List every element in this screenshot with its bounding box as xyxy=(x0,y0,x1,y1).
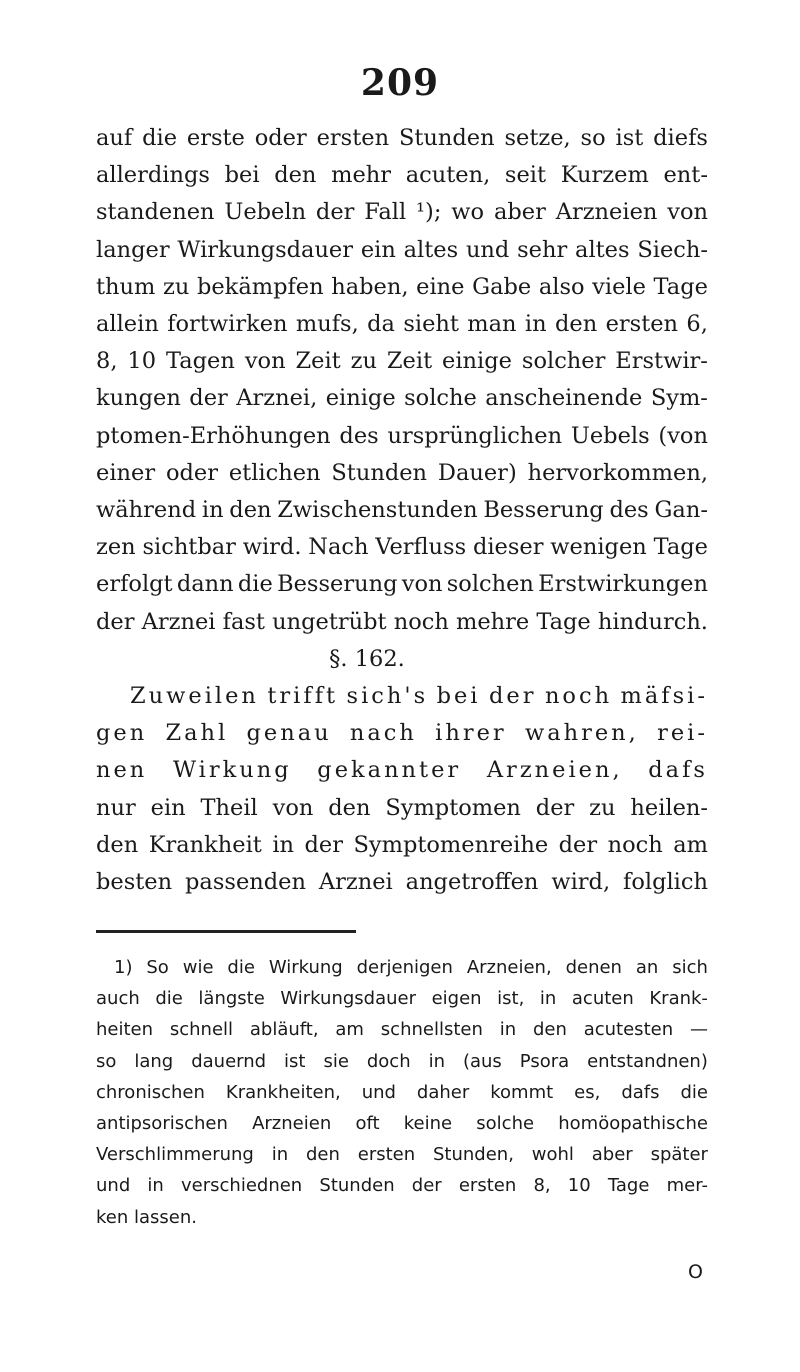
footnote-divider xyxy=(96,930,356,933)
text-line: gen Zahl genau nach ihrer wahren, rei- xyxy=(96,720,708,747)
text-line: allerdings bei den mehr acuten, seit Kurzem ent- xyxy=(96,162,708,189)
footnote-line: 1) So wie die Wirkung derjenigen Arzneien, denen an sich xyxy=(114,957,708,978)
footnote-line: auch die längste Wirkungsdauer eigen ist, in acuten Krank- xyxy=(96,988,708,1010)
text-line: nur ein Theil von den Symptomen der zu heilen- xyxy=(96,794,708,821)
text-line: ptomen-Erhöhungen des ursprünglichen Uebels (von xyxy=(96,422,708,449)
catchword: O xyxy=(688,1261,703,1283)
text-line: nen Wirkung gekannter Arzneien, dafs xyxy=(96,757,708,784)
text-line: standenen Uebeln der Fall ¹); wo aber Arzneien von xyxy=(96,199,708,226)
text-line: zen sichtbar wird. Nach Verfluss dieser wenigen Tage xyxy=(96,534,708,561)
text-line: kungen der Arznei, einige solche anscheinende Sym- xyxy=(96,385,708,412)
text-line: allein fortwirken mufs, da sieht man in den ersten 6, xyxy=(96,311,708,338)
text-line: einer oder etlichen Stunden Dauer) hervorkommen, xyxy=(96,459,708,486)
main-text xyxy=(96,120,708,901)
footnote-line: heiten schnell abläuft, am schnellsten in den acutesten — xyxy=(96,1019,708,1041)
footnote-line xyxy=(96,1202,708,1233)
footnote-line: Verschlimmerung in den ersten Stunden, wohl aber später xyxy=(96,1144,708,1166)
footnote xyxy=(96,952,708,1233)
text-line: der Arznei fast ungetrübt noch mehre Tage hindurch. xyxy=(96,608,708,635)
footnote-line: so lang dauernd ist sie doch in (aus Psora entstandnen) xyxy=(96,1050,708,1072)
footnote-line-content: ken lassen. xyxy=(96,1206,197,1228)
text-line: erfolgt dann die Besserung von solchen Erstwirkungen xyxy=(96,571,708,598)
text-line: thum zu bekämpfen haben, eine Gabe also viele Tage xyxy=(96,273,708,300)
text-line: besten passenden Arznei angetroffen wird, folglich xyxy=(96,869,708,896)
text-line: langer Wirkungsdauer ein altes und sehr altes Siech- xyxy=(96,236,708,263)
text-line: während in den Zwischenstunden Besserung des Gan- xyxy=(96,497,708,524)
text-line: 8, 10 Tagen von Zeit zu Zeit einige solcher Erstwir- xyxy=(96,348,708,375)
text-line: Zuweilen trifft sich's bei der noch mäfsi- xyxy=(130,683,708,710)
footnote-line: chronischen Krankheiten, und daher kommt es, dafs die xyxy=(96,1081,708,1103)
page-number: 209 xyxy=(360,62,440,104)
text-line: den Krankheit in der Symptomenreihe der noch am xyxy=(96,831,708,858)
text-line: auf die erste oder ersten Stunden setze, so ist diefs xyxy=(96,125,708,151)
section-heading: §. 162. xyxy=(329,645,405,672)
footnote-line: und in verschiednen Stunden der ersten 8, 10 Tage mer- xyxy=(96,1175,708,1197)
footnote-line: antipsorischen Arzneien oft keine solche homöopathische xyxy=(96,1113,708,1135)
